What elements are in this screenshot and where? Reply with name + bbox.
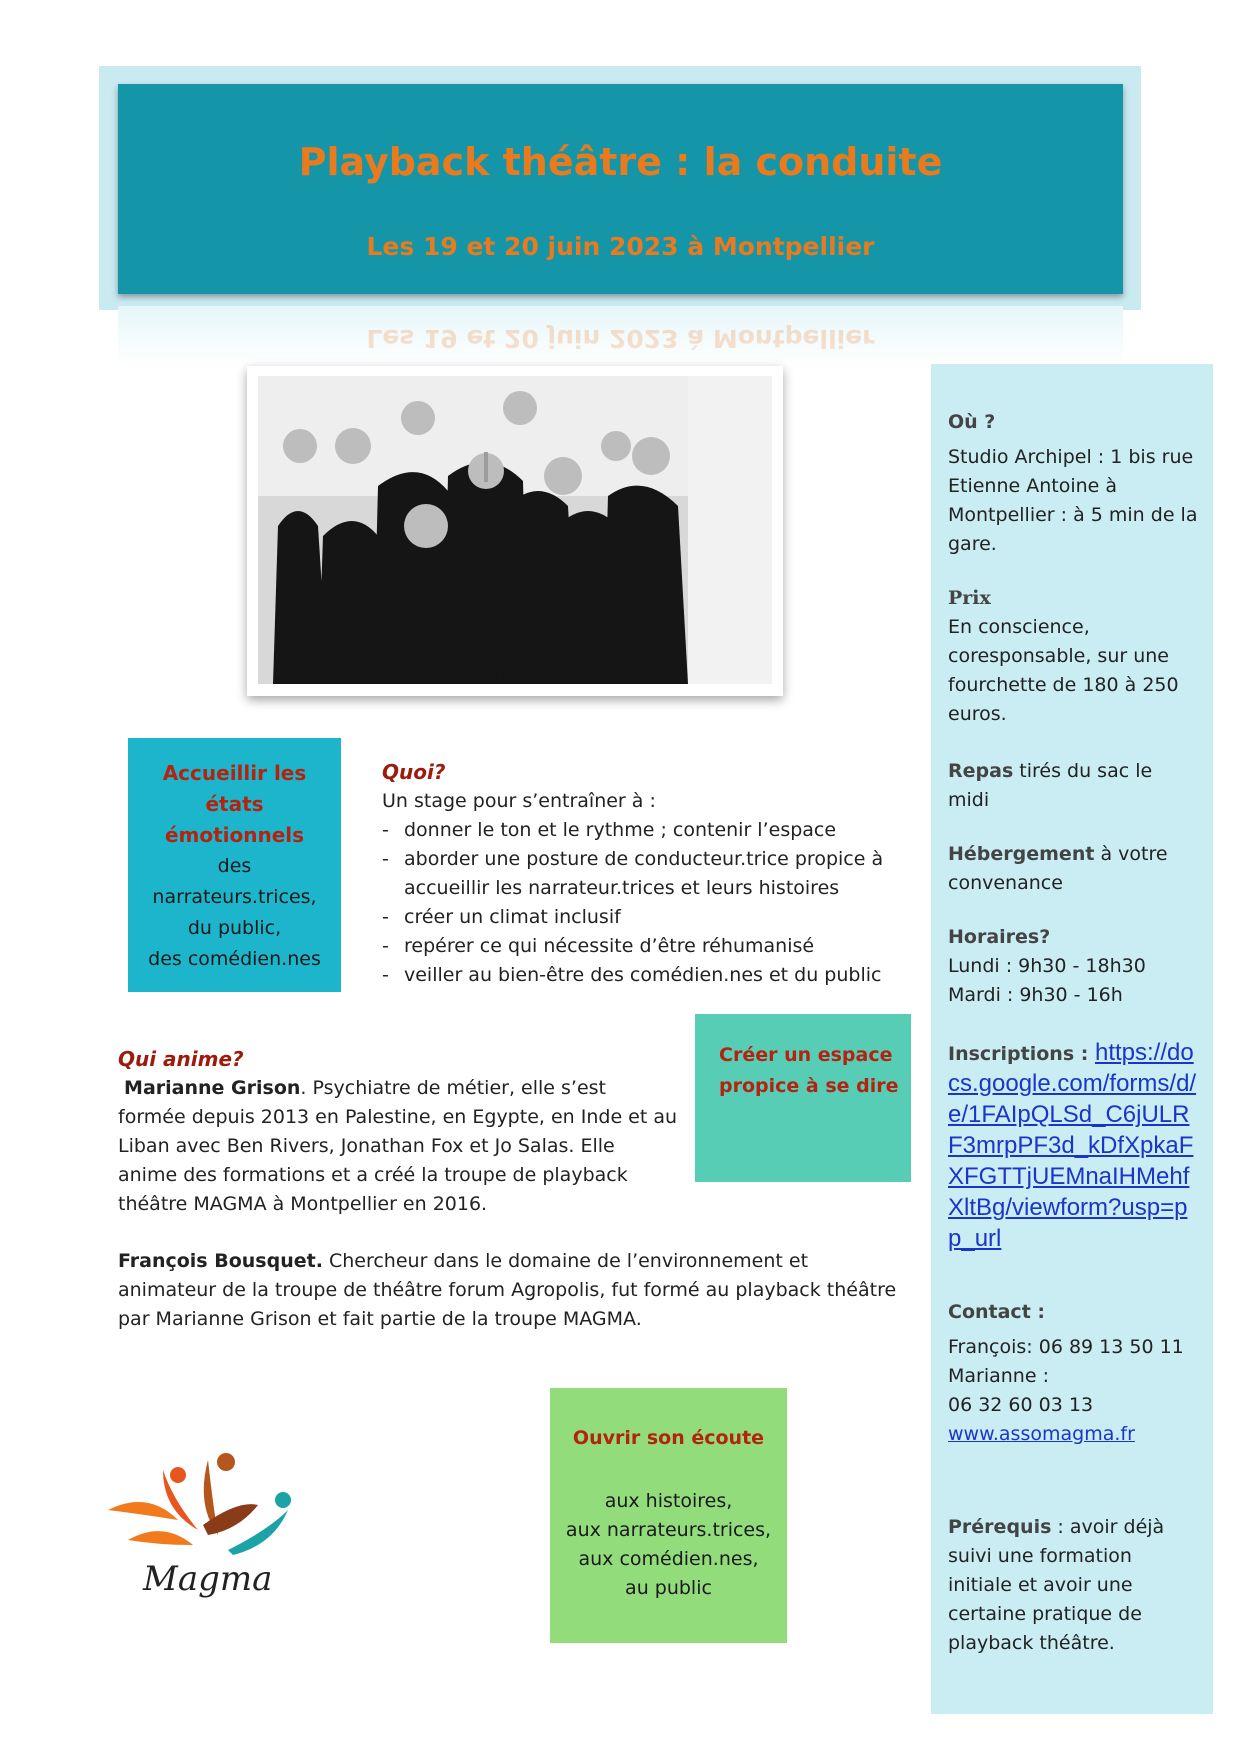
- emotions-box-heading: Accueillir les états émotionnels: [162, 761, 307, 847]
- emotions-box-line: des comédien.nes: [148, 948, 321, 970]
- prerequis-label: Prérequis: [948, 1516, 1052, 1538]
- emotions-box: [128, 738, 341, 992]
- sidebar-contact: [948, 1298, 1198, 1449]
- logo-text: Magma: [143, 1559, 273, 1599]
- ecoute-box-line: aux comédien.nes,: [578, 1548, 759, 1570]
- sidebar-horaires: [948, 923, 1198, 1010]
- emotions-box-line: des: [217, 855, 252, 877]
- hebergement-text: à votre convenance: [948, 843, 1168, 894]
- quoi-intro: Un stage pour s’entraîner à :: [382, 790, 656, 812]
- espace-box: [695, 1014, 911, 1182]
- magma-logo: [108, 1450, 298, 1610]
- header-banner: [118, 84, 1123, 294]
- list-item: - repérer ce qui nécessite d’être réhumanisé: [382, 932, 902, 961]
- list-item: - veiller au bien-être des comédien.nes et du public: [382, 961, 902, 990]
- contact-marianne: Marianne :: [948, 1365, 1049, 1387]
- quoi-heading: Quoi?: [382, 760, 446, 784]
- page-title: Playback théâtre : la conduite: [298, 140, 943, 184]
- list-item: - donner le ton et le rythme ; contenir l’espace: [382, 816, 902, 845]
- sidebar-inscriptions: [948, 1038, 1198, 1255]
- quoi-section: [382, 758, 902, 990]
- horaires-label: Horaires?: [948, 926, 1051, 948]
- prix-text: En conscience, coresponsable, sur une fourchette de 180 à 250 euros.: [948, 616, 1179, 725]
- sidebar-prerequis: [948, 1513, 1198, 1658]
- list-item: - créer un climat inclusif: [382, 903, 902, 932]
- francois-paragraph: [118, 1247, 908, 1334]
- francois-name: François Bousquet.: [118, 1250, 323, 1272]
- contact-francois: François: 06 89 13 50 11: [948, 1336, 1184, 1358]
- ou-label: Où ?: [948, 411, 996, 433]
- website-link[interactable]: www.assomagma.fr: [948, 1423, 1135, 1445]
- subtitle-reflection-text: Les 19 et 20 juin 2023 à Montpellier: [366, 324, 875, 353]
- sidebar-prix: [948, 584, 1198, 729]
- inscriptions-link[interactable]: https://docs.google.com/forms/d/e/1FAIpQLSd_C6jULRF3mrpPF3d_kDfXpkaFXFGTTjUEMnaIHMehfXltBg/viewform?usp=pp_url: [948, 1039, 1197, 1252]
- qui-section: [118, 1045, 678, 1219]
- list-item: - aborder une posture de conducteur.trice propice à accueillir les narrateur.trices et leurs histoires: [382, 845, 902, 903]
- marianne-text: . Psychiatre de métier, elle s’est formée depuis 2013 en Palestine, en Egypte, en Inde et au Liban avec Ben Rivers, Jonathan Fox et Jo Salas. Elle anime des formations et a créé la troupe de playback théâtre MAGMA à Montpellier en 2016.: [118, 1077, 678, 1215]
- hebergement-label: Hébergement: [948, 843, 1095, 865]
- quoi-list: [382, 816, 902, 990]
- contact-label: Contact :: [948, 1301, 1045, 1323]
- francois-text: Chercheur dans le domaine de l’environnement et animateur de la troupe de théâtre forum Agropolis, fut formé au playback théâtre par Marianne Grison et fait partie de la troupe MAGMA.: [118, 1250, 897, 1330]
- contact-marianne-phone: 06 32 60 03 13: [948, 1394, 1094, 1416]
- prix-label: Prix: [948, 587, 991, 609]
- horaires-mardi: Mardi : 9h30 - 16h: [948, 984, 1123, 1006]
- horaires-lundi: Lundi : 9h30 - 18h30: [948, 955, 1146, 977]
- ecoute-box-line: aux histoires,: [604, 1490, 733, 1512]
- ou-text: Studio Archipel : 1 bis rue Etienne Antoine à Montpellier : à 5 min de la gare.: [948, 446, 1198, 555]
- qui-heading: Qui anime?: [118, 1047, 244, 1071]
- emotions-box-line: narrateurs.trices,: [152, 886, 317, 908]
- prerequis-text: : avoir déjà suivi une formation initiale et avoir une certaine pratique de playback théâtre.: [948, 1516, 1165, 1654]
- repas-text: tirés du sac le midi: [948, 760, 1153, 811]
- inscriptions-label: Inscriptions :: [948, 1043, 1095, 1065]
- sidebar-hebergement: [948, 840, 1198, 898]
- ecoute-box: [550, 1388, 787, 1643]
- emotions-box-line: du public,: [187, 917, 282, 939]
- marianne-name: Marianne Grison: [124, 1077, 301, 1099]
- ecoute-box-line: aux narrateurs.trices,: [565, 1519, 772, 1541]
- subtitle-reflection: [118, 306, 1123, 366]
- sidebar-repas: [948, 757, 1198, 815]
- espace-box-heading: Créer un espace propice à se dire: [719, 1044, 899, 1097]
- ecoute-box-heading: Ouvrir son écoute: [572, 1427, 765, 1449]
- sidebar-ou: [948, 408, 1198, 559]
- marianne-paragraph: [118, 1074, 678, 1219]
- group-photo: [258, 376, 772, 684]
- page-subtitle: Les 19 et 20 juin 2023 à Montpellier: [366, 232, 875, 261]
- repas-label: Repas: [948, 760, 1014, 782]
- ecoute-box-line: au public: [625, 1577, 712, 1599]
